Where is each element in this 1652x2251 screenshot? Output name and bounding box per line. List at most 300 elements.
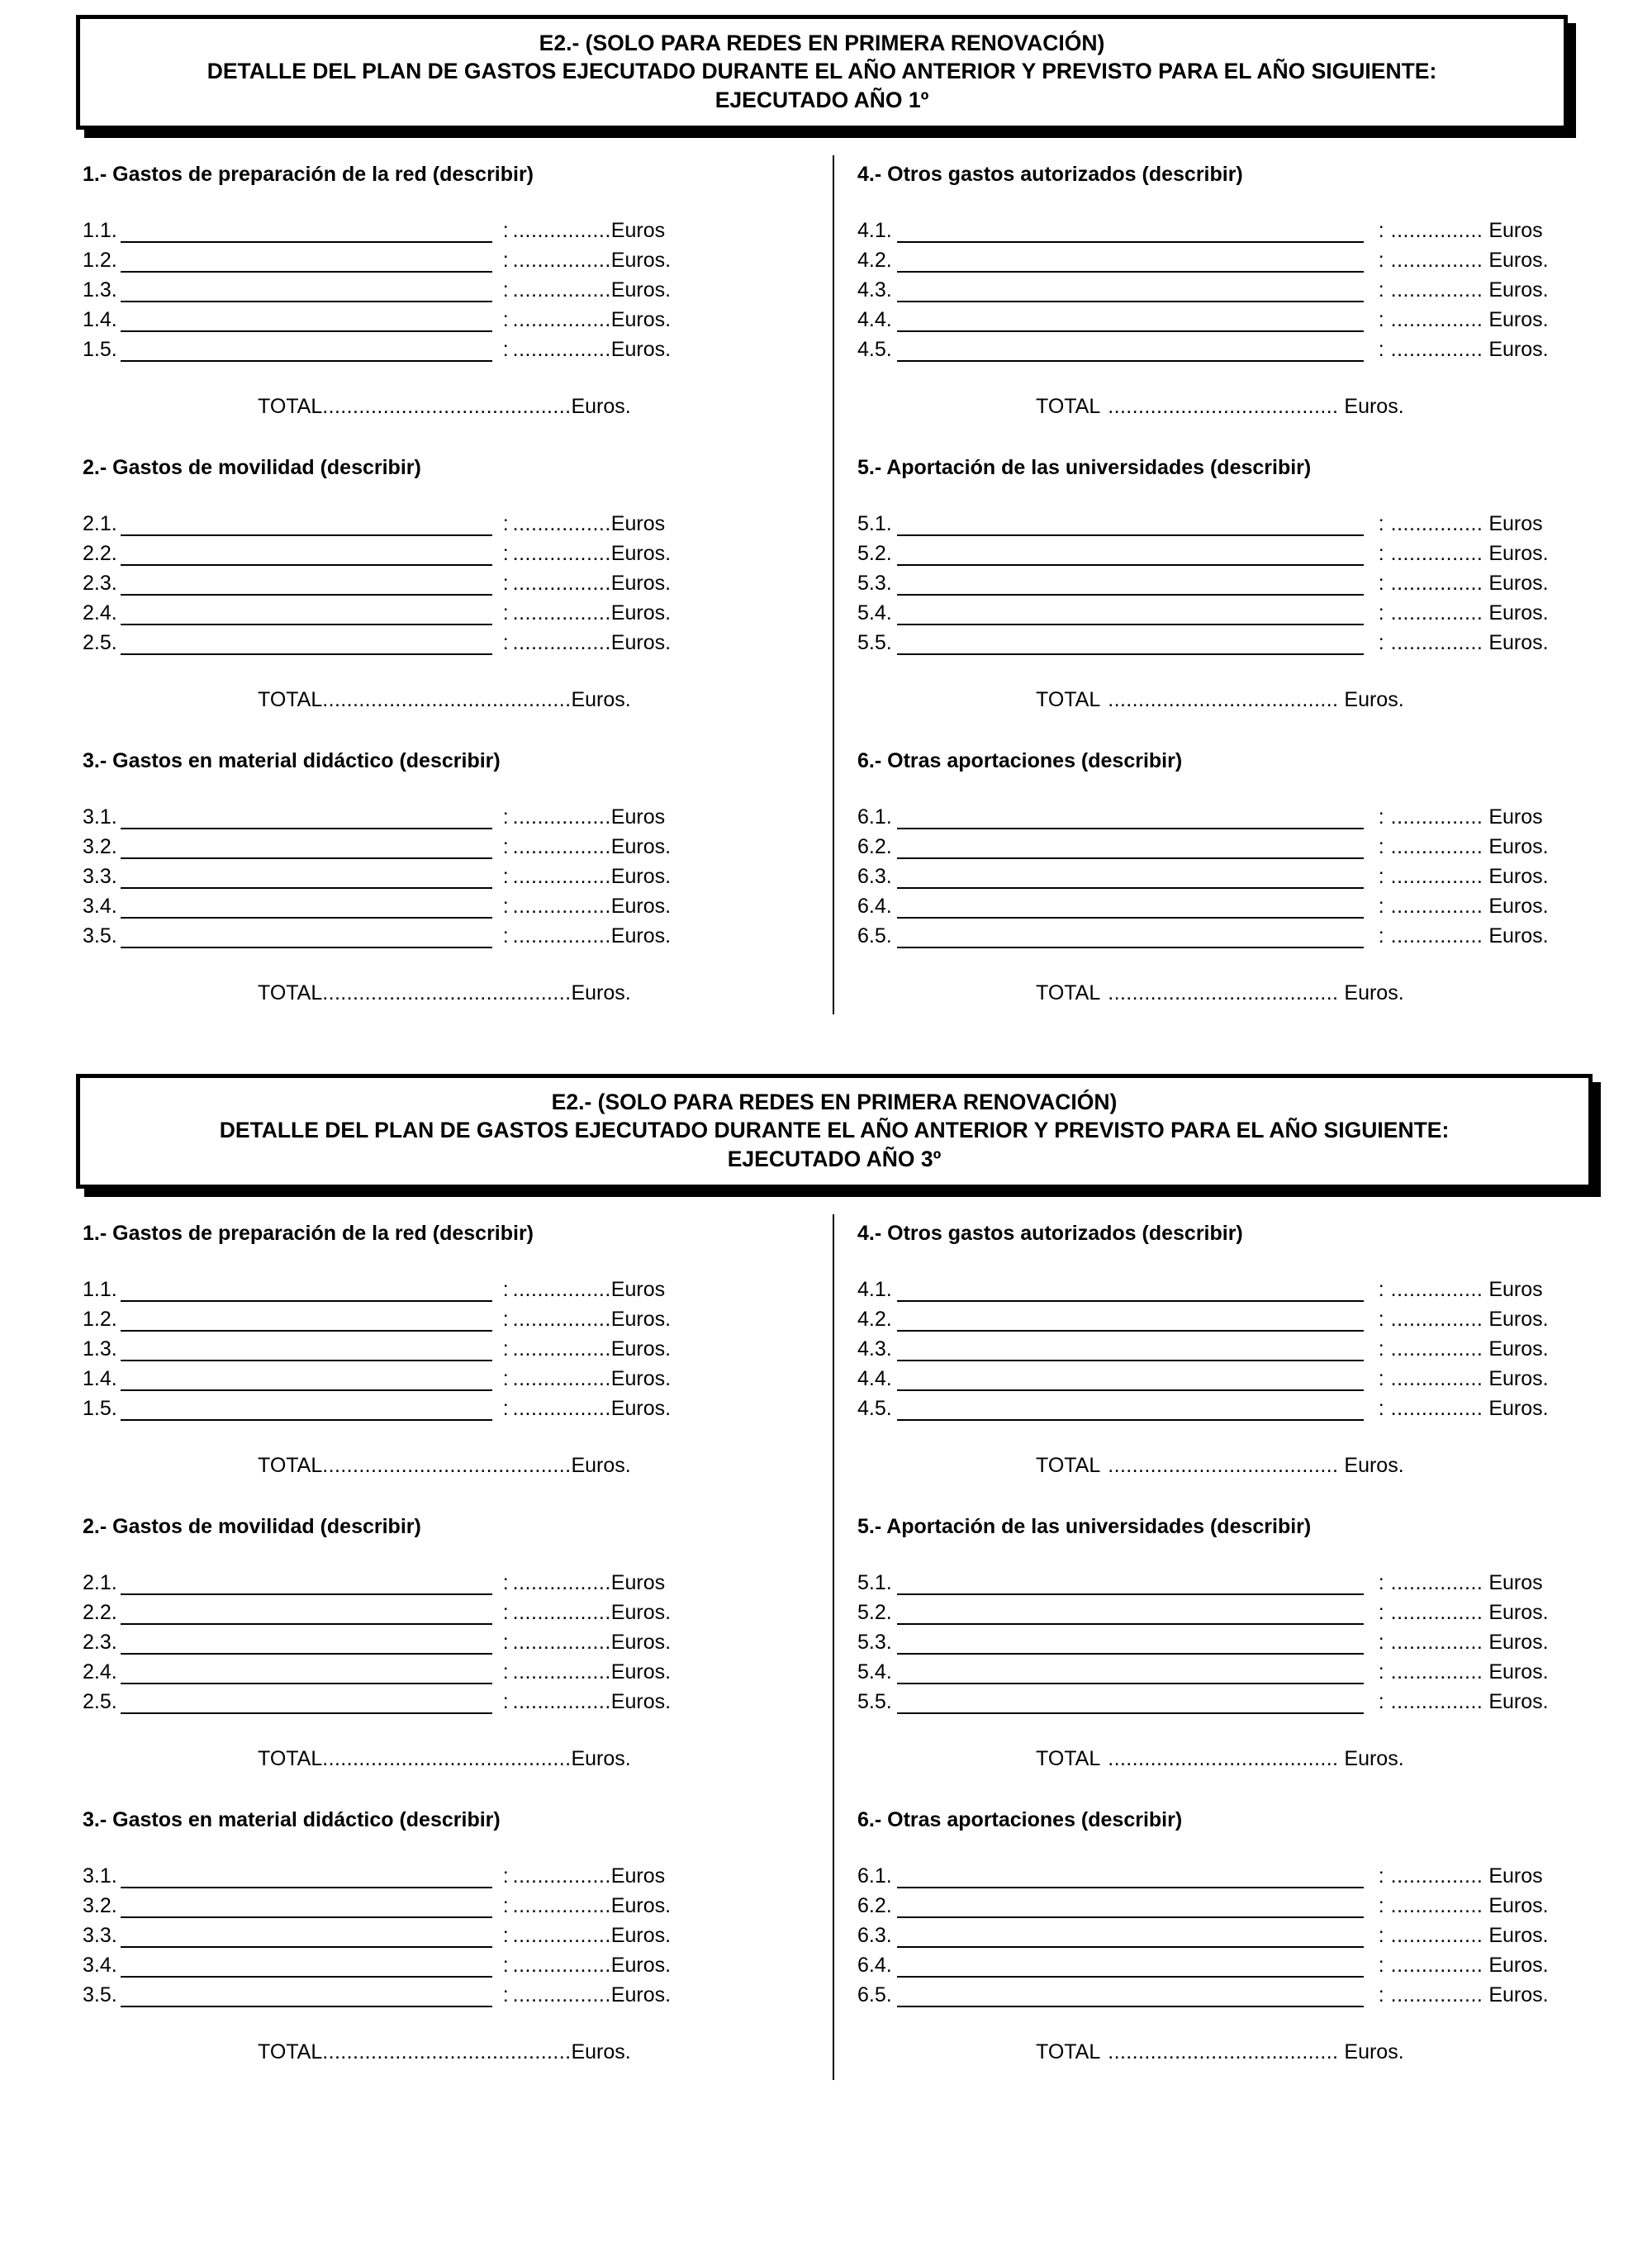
total-label: TOTAL [258, 688, 323, 711]
item-row [83, 213, 781, 243]
item-number: 4.1. [857, 219, 892, 242]
item-currency-unit: Euros. [1488, 1894, 1549, 1917]
total-row [857, 397, 1593, 417]
item-row [83, 1888, 781, 1918]
item-currency-unit: Euros. [610, 924, 672, 947]
item-row [857, 302, 1593, 332]
item-number: 1.1. [83, 1278, 117, 1301]
item-row [857, 1332, 1593, 1361]
item-row [857, 566, 1593, 596]
total-label: TOTAL [1036, 1454, 1101, 1477]
item-row [857, 1565, 1593, 1595]
item-number: 2.4. [83, 601, 117, 624]
item-dot-leader: ................ [512, 1601, 611, 1624]
item-list [857, 1272, 1593, 1421]
item-dot-leader: ................ [512, 805, 611, 829]
total-row [83, 397, 781, 417]
item-write-in-line[interactable] [897, 1893, 1364, 1918]
section-spacer [83, 710, 781, 748]
left-column [83, 162, 781, 1042]
item-write-in-line[interactable] [121, 1953, 492, 1978]
item-row [857, 1978, 1593, 2007]
item-colon: : [1378, 1278, 1384, 1301]
item-number: 2.3. [83, 1631, 117, 1654]
item-write-in-line[interactable] [897, 218, 1364, 243]
item-number: 6.5. [857, 924, 892, 947]
item-write-in-line[interactable] [121, 601, 492, 625]
item-dot-leader: ............... [1390, 308, 1483, 331]
item-dot-leader: ................ [512, 512, 611, 535]
item-write-in-line[interactable] [121, 1660, 492, 1684]
item-number: 3.3. [83, 1924, 117, 1947]
item-number: 5.5. [857, 1690, 892, 1713]
item-row [83, 1948, 781, 1978]
total-row [857, 690, 1593, 710]
item-write-in-line[interactable] [897, 864, 1364, 889]
item-currency-unit: Euros. [610, 835, 672, 858]
item-write-in-line[interactable] [897, 924, 1364, 948]
item-colon: : [502, 601, 509, 624]
item-currency-unit: Euros. [610, 1601, 672, 1624]
item-dot-leader: ............... [1390, 1278, 1483, 1301]
item-write-in-line[interactable] [121, 1923, 492, 1948]
item-colon: : [1378, 1308, 1384, 1331]
item-write-in-line[interactable] [897, 1337, 1364, 1361]
expense-section [83, 162, 781, 455]
item-row [857, 536, 1593, 566]
item-currency-unit: Euros [610, 1571, 666, 1594]
item-row [857, 1361, 1593, 1391]
item-dot-leader: ................ [512, 542, 611, 565]
item-number: 5.5. [857, 631, 892, 654]
item-number: 2.1. [83, 1571, 117, 1594]
item-write-in-line[interactable] [897, 1366, 1364, 1391]
item-dot-leader: ............... [1390, 542, 1483, 565]
item-colon: : [1378, 338, 1384, 361]
item-dot-leader: ............... [1390, 1571, 1483, 1594]
item-row [857, 919, 1593, 948]
item-number: 6.2. [857, 835, 892, 858]
item-colon: : [1378, 1864, 1384, 1888]
item-write-in-line[interactable] [121, 1983, 492, 2007]
item-row [857, 596, 1593, 625]
item-row [83, 919, 781, 948]
item-currency-unit: Euros. [1488, 1367, 1549, 1390]
item-number: 3.1. [83, 1864, 117, 1888]
expense-section [83, 1514, 781, 1807]
item-colon: : [502, 278, 509, 302]
item-write-in-line[interactable] [897, 1660, 1364, 1684]
item-currency-unit: Euros. [1488, 1397, 1549, 1420]
item-write-in-line[interactable] [121, 1864, 492, 1888]
item-dot-leader: ................ [512, 1660, 611, 1684]
item-dot-leader: ............... [1390, 1983, 1483, 2006]
item-write-in-line[interactable] [121, 805, 492, 829]
item-write-in-line[interactable] [897, 894, 1364, 919]
total-row [857, 1749, 1593, 1769]
item-write-in-line[interactable] [897, 278, 1364, 302]
item-number: 5.3. [857, 572, 892, 595]
item-colon: : [502, 1894, 509, 1917]
item-dot-leader: ................ [512, 865, 611, 888]
item-write-in-line[interactable] [897, 1630, 1364, 1655]
item-write-in-line[interactable] [897, 630, 1364, 655]
total-row [83, 690, 781, 710]
item-dot-leader: ............... [1390, 1308, 1483, 1331]
item-write-in-line[interactable] [121, 1277, 492, 1302]
item-number: 3.4. [83, 1954, 117, 1977]
item-colon: : [1378, 865, 1384, 888]
item-currency-unit: Euros [610, 512, 666, 535]
item-number: 3.3. [83, 865, 117, 888]
item-write-in-line[interactable] [121, 1570, 492, 1595]
header-title-line-3: EJECUTADO AÑO 1º [714, 87, 929, 112]
total-dot-leader: ...................................... [1108, 981, 1339, 1004]
item-list [83, 506, 781, 655]
left-column [83, 1221, 781, 2101]
item-dot-leader: ................ [512, 1924, 611, 1947]
section-title: 1.- Gastos de preparación de la red (describir) [83, 1222, 534, 1245]
item-write-in-line[interactable] [897, 571, 1364, 596]
item-colon: : [502, 512, 509, 535]
item-dot-leader: ................ [512, 1367, 611, 1390]
item-write-in-line[interactable] [121, 218, 492, 243]
item-colon: : [1378, 805, 1384, 829]
item-colon: : [502, 1601, 509, 1624]
total-dot-leader: ......................................... [322, 2040, 572, 2063]
item-currency-unit: Euros. [1488, 1308, 1549, 1331]
item-currency-unit: Euros. [1488, 572, 1549, 595]
item-list [857, 1565, 1593, 1714]
item-currency-unit: Euros. [1488, 1924, 1549, 1947]
item-write-in-line[interactable] [121, 894, 492, 919]
section-spacer [857, 1769, 1593, 1807]
item-colon: : [1378, 542, 1384, 565]
item-number: 1.5. [83, 338, 117, 361]
item-write-in-line[interactable] [897, 1570, 1364, 1595]
item-currency-unit: Euros. [610, 1631, 672, 1654]
item-number: 4.4. [857, 308, 892, 331]
item-currency-unit: Euros [1488, 805, 1543, 829]
item-write-in-line[interactable] [897, 834, 1364, 859]
item-write-in-line[interactable] [121, 1366, 492, 1391]
item-currency-unit: Euros. [610, 1367, 672, 1390]
item-row [857, 829, 1593, 859]
item-dot-leader: ................ [512, 1308, 611, 1331]
item-number: 3.5. [83, 924, 117, 947]
item-number: 5.2. [857, 1601, 892, 1624]
total-currency-unit: Euros. [571, 2040, 631, 2063]
item-write-in-line[interactable] [897, 1923, 1364, 1948]
total-label: TOTAL [258, 1747, 323, 1770]
item-dot-leader: ................ [512, 895, 611, 918]
item-colon: : [502, 1983, 509, 2006]
item-row [857, 1302, 1593, 1332]
section-title: 4.- Otros gastos autorizados (describir) [857, 1222, 1243, 1245]
item-row [857, 1684, 1593, 1714]
item-row [857, 1272, 1593, 1302]
section-title: 6.- Otras aportaciones (describir) [857, 1808, 1183, 1831]
column-divider [833, 1214, 834, 2080]
total-dot-leader: ......................................... [322, 981, 572, 1004]
item-currency-unit: Euros. [610, 1894, 672, 1917]
item-colon: : [1378, 1571, 1384, 1594]
item-currency-unit: Euros. [1488, 338, 1549, 361]
item-colon: : [502, 1660, 509, 1684]
item-colon: : [1378, 512, 1384, 535]
item-write-in-line[interactable] [121, 1307, 492, 1332]
item-write-in-line[interactable] [897, 601, 1364, 625]
total-label: TOTAL [258, 395, 323, 418]
item-dot-leader: ................ [512, 631, 611, 654]
item-row [857, 859, 1593, 889]
item-dot-leader: ............... [1390, 338, 1483, 361]
item-dot-leader: ............... [1390, 1367, 1483, 1390]
section-title: 2.- Gastos de movilidad (describir) [83, 1515, 421, 1538]
item-row [857, 800, 1593, 829]
item-currency-unit: Euros [1488, 219, 1543, 242]
item-write-in-line[interactable] [121, 1689, 492, 1714]
item-write-in-line[interactable] [897, 511, 1364, 536]
item-write-in-line[interactable] [897, 1600, 1364, 1625]
item-write-in-line[interactable] [897, 307, 1364, 332]
item-dot-leader: ............... [1390, 512, 1483, 535]
total-row [857, 983, 1593, 1004]
item-number: 1.3. [83, 1337, 117, 1361]
item-currency-unit: Euros. [610, 1924, 672, 1947]
item-currency-unit: Euros [610, 1864, 666, 1888]
item-number: 4.2. [857, 1308, 892, 1331]
item-row [83, 243, 781, 273]
item-write-in-line[interactable] [897, 337, 1364, 362]
item-dot-leader: ................ [512, 1337, 611, 1361]
item-colon: : [502, 249, 509, 272]
item-currency-unit: Euros. [610, 865, 672, 888]
item-dot-leader: ............... [1390, 1864, 1483, 1888]
item-currency-unit: Euros. [610, 601, 672, 624]
item-dot-leader: ............... [1390, 631, 1483, 654]
item-write-in-line[interactable] [121, 834, 492, 859]
item-write-in-line[interactable] [897, 1396, 1364, 1421]
item-write-in-line[interactable] [897, 1953, 1364, 1978]
item-number: 2.5. [83, 1690, 117, 1713]
item-colon: : [502, 1308, 509, 1331]
item-colon: : [1378, 1924, 1384, 1947]
item-write-in-line[interactable] [121, 1600, 492, 1625]
total-currency-unit: Euros. [571, 1747, 631, 1770]
item-write-in-line[interactable] [121, 924, 492, 948]
item-currency-unit: Euros. [610, 572, 672, 595]
section-title: 2.- Gastos de movilidad (describir) [83, 456, 421, 479]
item-currency-unit: Euros. [1488, 895, 1549, 918]
item-row [857, 889, 1593, 919]
item-dot-leader: ............... [1390, 1924, 1483, 1947]
item-number: 6.4. [857, 895, 892, 918]
item-write-in-line[interactable] [897, 1864, 1364, 1888]
section-title: 6.- Otras aportaciones (describir) [857, 749, 1183, 772]
item-write-in-line[interactable] [897, 1689, 1364, 1714]
item-currency-unit: Euros. [1488, 1631, 1549, 1654]
item-list [857, 1859, 1593, 2007]
item-number: 3.5. [83, 1983, 117, 2006]
item-write-in-line[interactable] [121, 1337, 492, 1361]
item-colon: : [1378, 1660, 1384, 1684]
item-number: 6.3. [857, 865, 892, 888]
item-dot-leader: ................ [512, 1983, 611, 2006]
expense-section [857, 455, 1593, 748]
item-currency-unit: Euros. [610, 338, 672, 361]
item-number: 3.1. [83, 805, 117, 829]
header-title-line-1: E2.- (SOLO PARA REDES EN PRIMERA RENOVACIÓN) [551, 1090, 1118, 1114]
item-write-in-line[interactable] [121, 571, 492, 596]
item-colon: : [1378, 1954, 1384, 1977]
item-currency-unit: Euros. [1488, 835, 1549, 858]
item-row [83, 596, 781, 625]
item-write-in-line[interactable] [897, 1983, 1364, 2007]
item-write-in-line[interactable] [121, 630, 492, 655]
item-currency-unit: Euros. [1488, 924, 1549, 947]
item-row [83, 859, 781, 889]
item-currency-unit: Euros. [610, 1660, 672, 1684]
item-dot-leader: ............... [1390, 1397, 1483, 1420]
item-dot-leader: ................ [512, 1894, 611, 1917]
item-row [83, 1272, 781, 1302]
item-number: 1.2. [83, 1308, 117, 1331]
item-colon: : [502, 1571, 509, 1594]
item-dot-leader: ............... [1390, 1601, 1483, 1624]
item-write-in-line[interactable] [121, 278, 492, 302]
item-colon: : [1378, 895, 1384, 918]
item-dot-leader: ............... [1390, 895, 1483, 918]
item-write-in-line[interactable] [121, 1396, 492, 1421]
item-number: 1.1. [83, 219, 117, 242]
item-write-in-line[interactable] [121, 511, 492, 536]
item-write-in-line[interactable] [897, 248, 1364, 273]
item-colon: : [1378, 1367, 1384, 1390]
item-write-in-line[interactable] [121, 1630, 492, 1655]
item-number: 2.2. [83, 542, 117, 565]
item-dot-leader: ................ [512, 601, 611, 624]
item-currency-unit: Euros [1488, 512, 1543, 535]
item-currency-unit: Euros. [610, 1337, 672, 1361]
item-row [83, 1978, 781, 2007]
item-list [857, 800, 1593, 948]
item-colon: : [1378, 601, 1384, 624]
item-write-in-line[interactable] [897, 1277, 1364, 1302]
item-row [857, 506, 1593, 536]
item-number: 6.1. [857, 805, 892, 829]
item-write-in-line[interactable] [897, 805, 1364, 829]
item-currency-unit: Euros [1488, 1864, 1543, 1888]
total-currency-unit: Euros. [1344, 688, 1404, 711]
section-title: 1.- Gastos de preparación de la red (describir) [83, 163, 534, 186]
item-number: 4.5. [857, 338, 892, 361]
section-spacer [857, 710, 1593, 748]
item-row [83, 800, 781, 829]
item-colon: : [502, 1690, 509, 1713]
total-dot-leader: ......................................... [322, 1747, 572, 1770]
item-write-in-line[interactable] [897, 1307, 1364, 1332]
item-currency-unit: Euros. [610, 1983, 672, 2006]
item-number: 4.3. [857, 278, 892, 302]
item-currency-unit: Euros. [610, 278, 672, 302]
expense-section [857, 162, 1593, 455]
total-currency-unit: Euros. [571, 1454, 631, 1477]
item-number: 6.3. [857, 1924, 892, 1947]
item-row [83, 536, 781, 566]
total-dot-leader: ......................................... [322, 395, 572, 418]
total-dot-leader: ...................................... [1108, 395, 1339, 418]
item-dot-leader: ................ [512, 278, 611, 302]
header-box-frame [76, 1074, 1593, 1189]
item-number: 5.3. [857, 1631, 892, 1654]
item-number: 3.4. [83, 895, 117, 918]
item-colon: : [502, 835, 509, 858]
item-row [83, 1302, 781, 1332]
item-currency-unit: Euros. [610, 542, 672, 565]
item-colon: : [1378, 278, 1384, 302]
item-colon: : [502, 542, 509, 565]
item-row [83, 1625, 781, 1655]
item-dot-leader: ................ [512, 1278, 611, 1301]
total-currency-unit: Euros. [571, 395, 631, 418]
item-number: 2.3. [83, 572, 117, 595]
item-dot-leader: ................ [512, 1631, 611, 1654]
item-currency-unit: Euros [610, 1278, 666, 1301]
item-write-in-line[interactable] [121, 1893, 492, 1918]
item-write-in-line[interactable] [121, 541, 492, 566]
item-row [83, 1361, 781, 1391]
item-write-in-line[interactable] [897, 541, 1364, 566]
item-currency-unit: Euros. [610, 249, 672, 272]
item-colon: : [1378, 1601, 1384, 1624]
total-row [83, 2042, 781, 2063]
item-currency-unit: Euros. [610, 308, 672, 331]
item-colon: : [1378, 1397, 1384, 1420]
item-dot-leader: ................ [512, 924, 611, 947]
item-currency-unit: Euros. [610, 895, 672, 918]
item-currency-unit: Euros [1488, 1571, 1543, 1594]
item-currency-unit: Euros [610, 805, 666, 829]
item-currency-unit: Euros. [1488, 1690, 1549, 1713]
item-currency-unit: Euros. [610, 631, 672, 654]
total-currency-unit: Euros. [1344, 981, 1404, 1004]
item-write-in-line[interactable] [121, 337, 492, 362]
item-list [83, 1272, 781, 1421]
item-number: 3.2. [83, 1894, 117, 1917]
item-colon: : [502, 1631, 509, 1654]
item-colon: : [502, 219, 509, 242]
item-row [83, 302, 781, 332]
item-dot-leader: ................ [512, 338, 611, 361]
item-row [857, 332, 1593, 362]
item-dot-leader: ................ [512, 1571, 611, 1594]
item-currency-unit: Euros. [1488, 278, 1549, 302]
item-row [83, 1684, 781, 1714]
form-header-box [76, 15, 1568, 130]
item-colon: : [502, 895, 509, 918]
item-write-in-line[interactable] [121, 248, 492, 273]
item-row [83, 1655, 781, 1684]
item-row [857, 1888, 1593, 1918]
section-spacer [83, 1476, 781, 1514]
item-number: 2.4. [83, 1660, 117, 1684]
item-number: 4.3. [857, 1337, 892, 1361]
total-row [857, 2042, 1593, 2063]
item-write-in-line[interactable] [121, 307, 492, 332]
item-write-in-line[interactable] [121, 864, 492, 889]
total-row [83, 1749, 781, 1769]
